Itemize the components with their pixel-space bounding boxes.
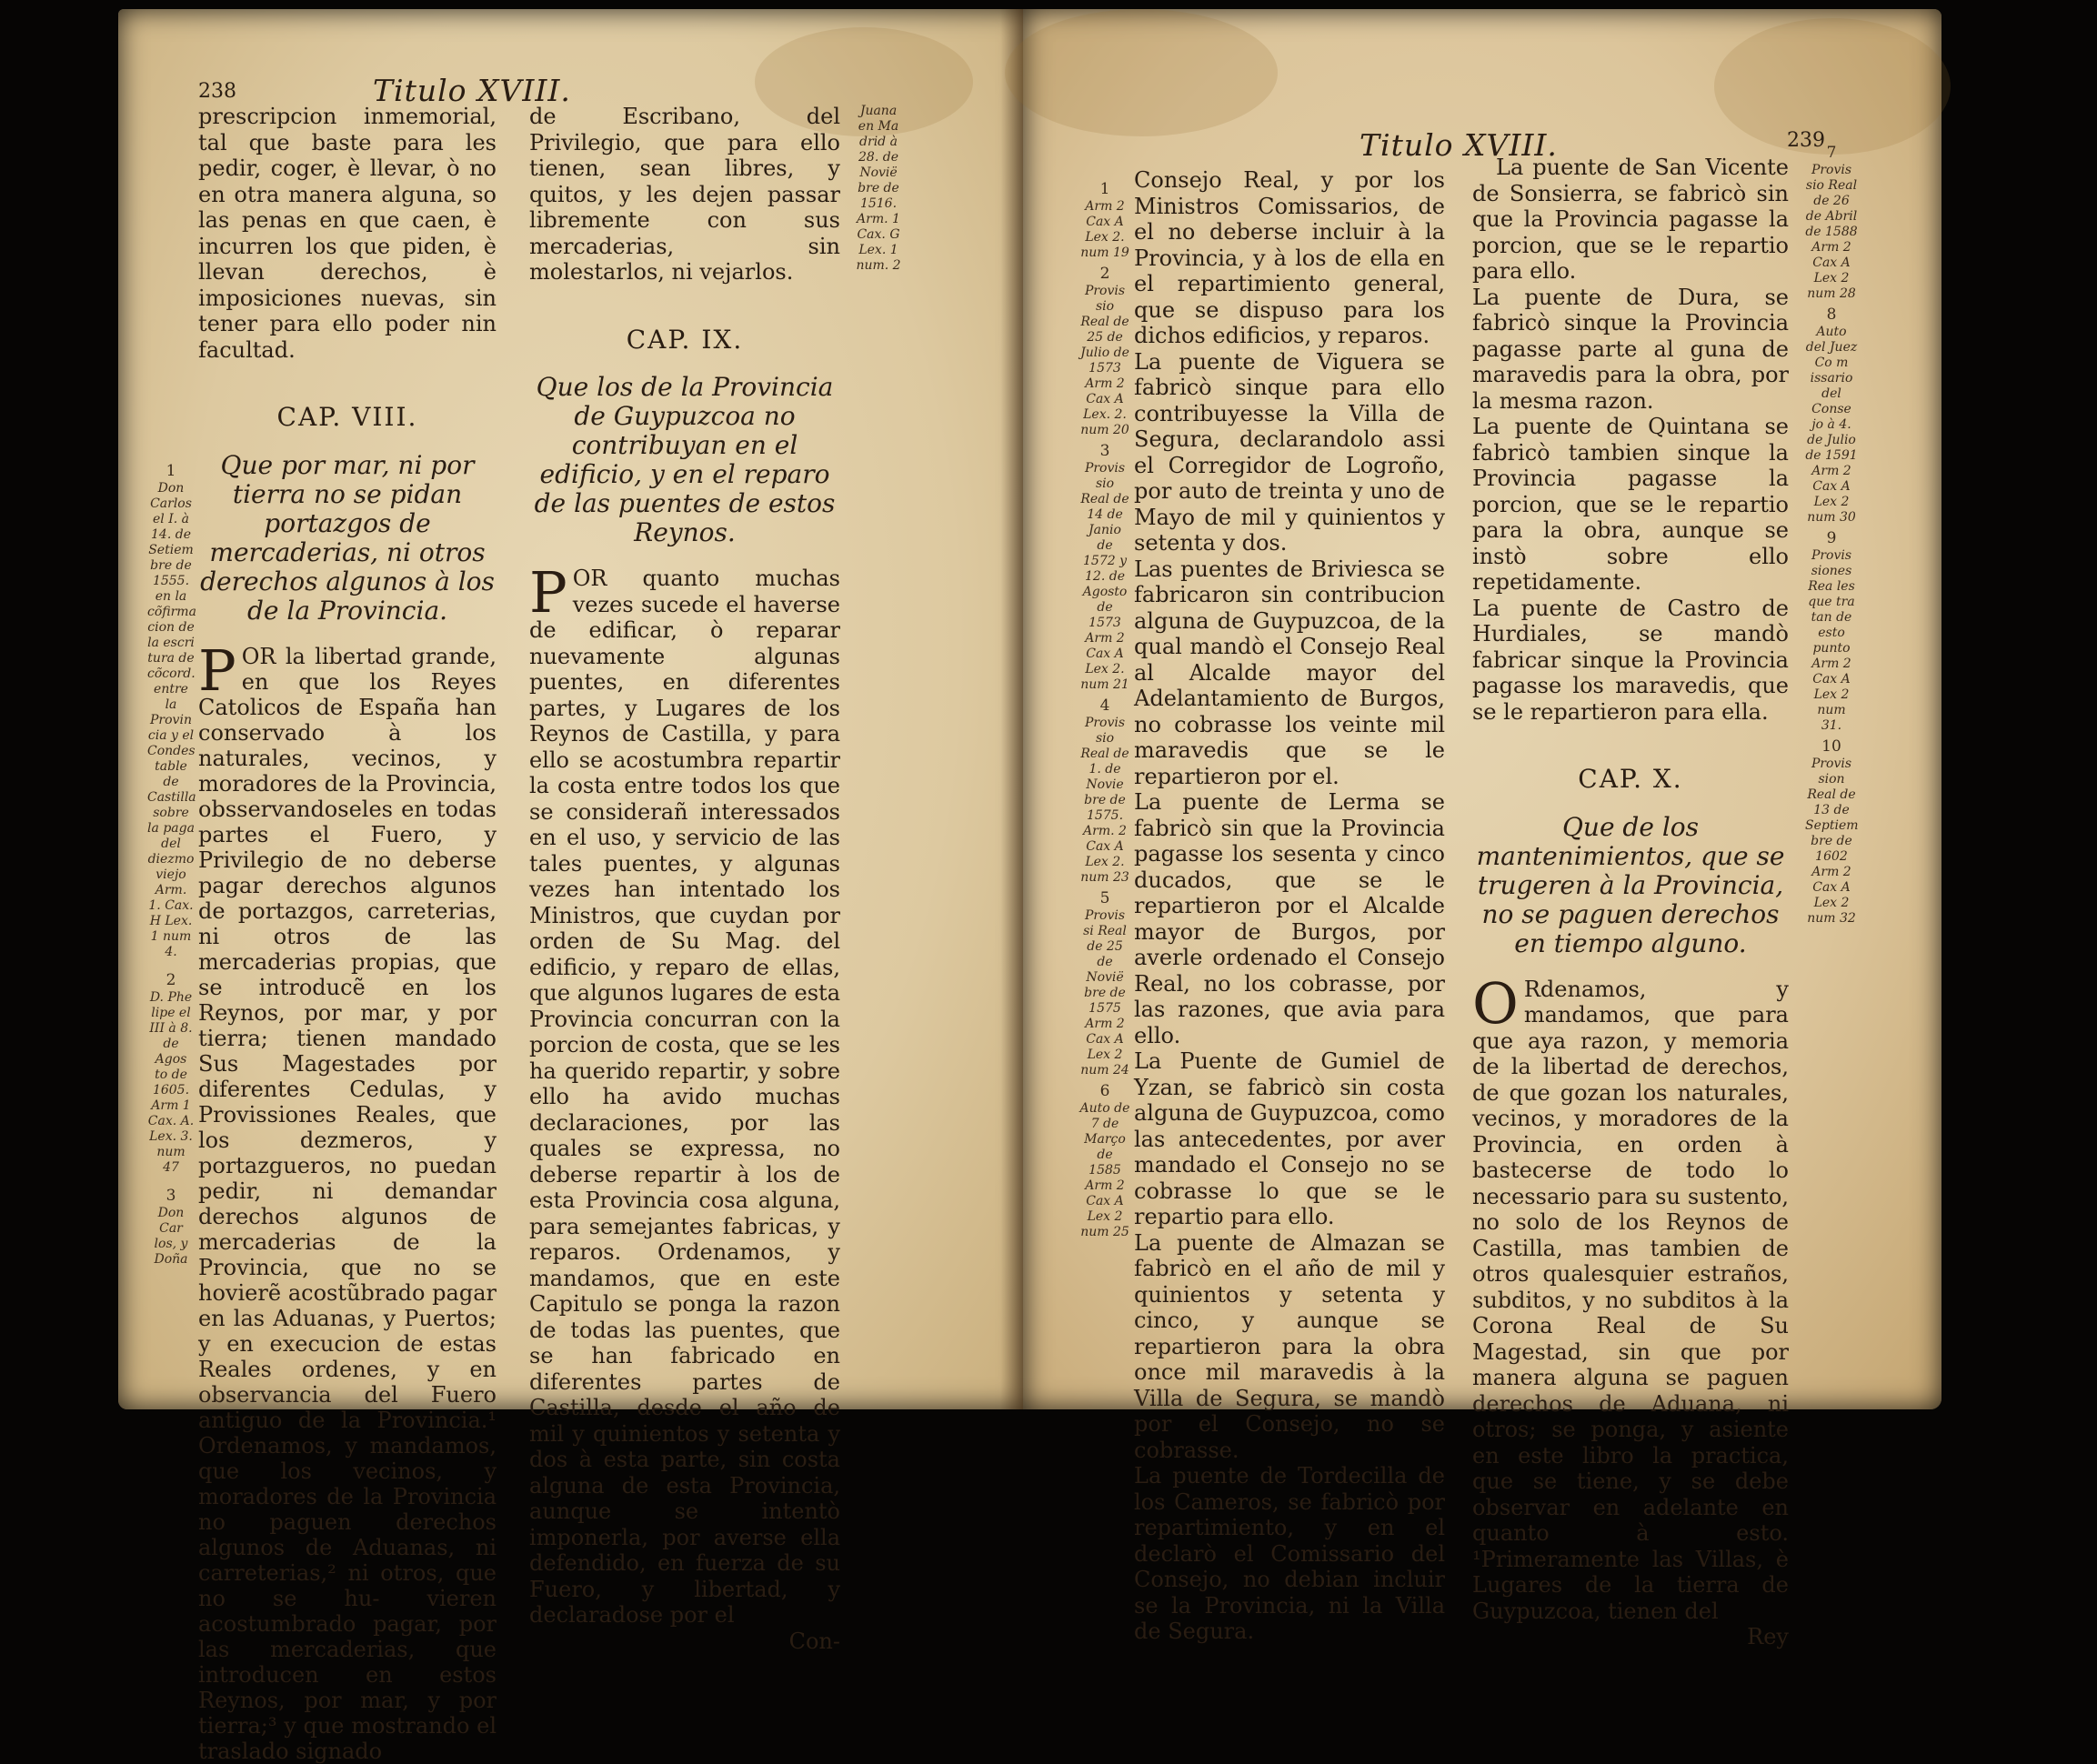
right-column-2 — [1472, 155, 1789, 1650]
paragraph: La puente de Almazan se fabricò en el año de mil y quinientos y setenta y cinco, y aunque se repartieron para la obra once mil maravedis à la Villa de Segura, se mandò por el Consejo, no se cobrasse. — [1134, 1229, 1445, 1463]
right-page — [1023, 9, 1941, 1649]
paragraph: La puente de Lerma se fabricò sin que la Provincia pagasse los sesenta y cinco ducados, que se le repartieron por el Alcalde mayor de Burgos, por averle ordenado el Consejo Real, no los cobrasse, por las razones, que avia para ello. — [1134, 789, 1445, 1048]
chapter-heading: Que de los mantenimientos, que se trugeren à la Provincia, no se paguen derechos en tiempo alguno. — [1476, 811, 1785, 958]
paragraph: La puente de Tordecilla de los Cameros, se fabricò por repartimiento, y en el declarò el Comissario del Consejo, no debian incluir se la Provincia, ni la Villa de Segura. — [1134, 1463, 1445, 1644]
catchword: Con- — [788, 1628, 840, 1654]
catchword: Rey — [1747, 1624, 1789, 1649]
chapter-body: ORdenamos, y mandamos, que para que aya razon, y memoria de la libertad de derechos, de que gozan los naturales, vecinos, y moradores de la Provincia, en orden à bastecerse de todo lo necessario para su sustento, no solo de los Reynos de Castilla, mas tambien de otros qualesquier estraños, subditos, y no subditos à la Corona Real de Su Magestad, sin que por manera alguna se paguen derechos de Aduana, ni otros; se ponga, y asiente en este libro la practica, que se tiene, y se debe observar en adelante en quanto à esto. ¹Primeramente las Villas, è Lugares de la tierra de Guypuzcoa, tienen del — [1472, 969, 1789, 1624]
paragraph: La puente de San Vicente de Sonsierra, se fabricò sin que la Provincia pagasse la porcion, que se le repartio para ello. — [1472, 155, 1789, 284]
right-page-number: 239 — [1787, 129, 1825, 152]
chapter-label: CAP. X. — [1578, 764, 1683, 794]
paragraph-continuation: Consejo Real, y por los Ministros Comissarios, de el no deberse incluir à la Provincia, y à los de ella en el repartimiento general, que se dispuso para los dichos edificios, y reparos. — [1134, 167, 1445, 348]
chapter-heading: Que por mar, ni por tierra no se pidan portazgos de mercaderias, ni otros derechos algunos à los de la Provincia. — [200, 449, 495, 626]
water-stain — [1714, 18, 1951, 155]
chapter-heading: Que los de la Provincia de Guypuzcoa no contribuyan en el edificio, y en el reparo de las puentes de estos Reynos. — [534, 372, 836, 547]
paragraph: Las puentes de Briviesca se fabricaron sin contribucion alguna de Guypuzcoa, de la qual mandò el Consejo Real al Alcalde mayor del Adelantamiento de Burgos, no cobrasse los veinte mil maravedis que se le repartieron por el. — [1134, 556, 1445, 789]
paragraph: La puente de Viguera se fabricò sinque para ello contribuyesse la Villa de Segura, declarandolo assi el Corregidor de Logroño, por auto de treinta y uno de Mayo de mil y quinientos y setenta y dos. — [1134, 348, 1445, 556]
paragraph: La Puente de Gumiel de Yzan, se fabricò sin costa alguna de Guypuzcoa, como las antecedentes, por aver mandado el Consejo no se cobrasse lo que se le repartio para ello. — [1134, 1048, 1445, 1229]
right-page-outer-margin-notes: 7 Provis sio Real de 26 de Abril de 1588 Arm 2 Cax A Lex 2 num 28 8 Auto del Juez Co m issario del Conse jo à 4. de Julio de 1591 Arm 2 Cax A Lex 2 num 30 9 Provis siones Rea les que tra tan de esto punto Arm 2 Cax A Lex 2 num 31. 10 Provis sion Real de 13 de Septiem bre de 1602 Arm 2 Cax A Lex 2 num 32 — [1805, 144, 1859, 926]
right-page-inner-margin-notes: 1 Arm 2 Cax A Lex 2. num 19 2 Provis sio Real de 25 de Julio de 1573 Arm 2 Cax A Lex. 2. num 20 3 Provis sio Real de 14 de Janio de 1572 y 12. de Agosto de 1573 Arm 2 Cax A Lex 2. num 21 4 Provis sio Real de 1. de Novie bre de 1575. Arm. 2 Cax A Lex 2. num 23 5 Provis si Real de 25 de Novië bre de 1575 Arm 2 Cax A Lex 2 num 24 6 Auto de 7 de Março de 1585 Arm 2 Cax A Lex 2 num 25 — [1079, 180, 1130, 1239]
chapter-body: POR quanto muchas vezes sucede el haverse de edificar, ò reparar nuevamente algunas puentes, en diferentes partes, y Lugares de los Reynos de Castilla, y para ello se acostumbra repartir la costa entre todos los que se considerañ interessados en el uso, y servicio de las tales puentes, y algunas vezes han intentado los Ministros, que cuydan por orden de Su Mag. del edificio, y reparo de ellas, que algunos lugares de esta Provincia concurran con la porcion de costa, que se les ha querido repartir, y sobre ello ha avido muchas declaraciones, por las quales se expressa, no deberse repartir à los de esta Provincia cosa alguna, para semejantes fabricas, y reparos. Ordenamos, y mandamos, que en este Capitulo se ponga la razon de todas las puentes, que se han fabricado en diferentes partes de Castilla, desde el año de mil y quinientos y setenta y dos à esta parte, sin costa alguna de esta Provincia, aunque se intentò imponerla, por averse ella defendido, en fuerza de su Fuero, y libertad, y declaradose por el — [529, 559, 840, 1628]
left-page-outer-margin-notes: 1 Don Carlos el I. à 14. de Setiem bre de 1555. en la cõfirma cion de la escri tura de cõcord. entre la Provin cia y el Condes table de Castilla sobre la paga del diezmo viejo Arm. 1. Cax. H Lex. 1 num 4. 2 D. Phe lipe el III à 8. de Agos to de 1605. Arm 1 Cax. A. Lex. 3. num 47 3 Don Car los, y Doña — [147, 462, 196, 1267]
right-column-1 — [1134, 167, 1445, 1645]
left-page — [118, 9, 1028, 1764]
chapter-label: CAP. IX. — [626, 324, 744, 355]
left-page-inner-margin-notes: Juana en Ma drid à 28. de Novië bre de 1516. Arm. 1 Cax. G Lex. 1 num. 2 — [856, 104, 901, 273]
paragraph: La puente de Dura, se fabricò sinque la Provincia pagasse parte al guna de maravedis para la obra, por la mesma razon. — [1472, 284, 1789, 414]
paragraph-continuation: prescripcion inmemorial, tal que baste para les pedir, coger, è llevar, ò no en otra manera alguna, so las penas en que caen, è incurren los que piden, è llevan derechos, è imposiciones nuevas, sin tener para ello poder nin facultad. — [198, 104, 497, 363]
left-column-1 — [198, 104, 497, 1764]
paragraph: La puente de Quintana se fabricò tambien sinque la Provincia pagasse la porcion, que se le repartio para la obra, aunque se instò sobre ello repetidamente. — [1472, 414, 1789, 595]
left-running-title: Titulo XVIII. — [373, 73, 571, 108]
chapter-body: POR la libertad grande, en que los Reyes Catolicos de España han conservado à los naturales, vecinos, y moradores de la Provincia, obsservandoseles en todas partes el Fuero, y Privilegio de no deberse pagar derechos algunos de portazgos, carreterias, ni otros de las mercaderias propias, que se introducẽ en los Reynos, por mar, y por tierra; tienen mandado Sus Magestades por diferentes Cedulas, y Provissiones Reales, que los dezmeros, y portazgueros, no puedan pedir, ni demandar derechos algunos de mercaderias de la Provincia, que no se hovierẽ acostũbrado pagar en las Aduanas, y Puertos; y en execucion de estas Reales ordenes, y en observancia del Fuero antiguo de la Provincia.¹ Ordenamos, y mandamos, que los vecinos, y moradores de la Provincia no paguen derechos algunos de Aduanas, ni carreterias,² ni otros, que no se hu- vieren acostumbrado pagar, por las mercaderias, que introducen en estos Reynos, por mar, y por tierra;³ y que mostrando el traslado signado — [198, 636, 497, 1764]
left-page-number: 238 — [198, 80, 236, 103]
left-column-2 — [529, 104, 840, 1654]
right-running-title: Titulo XVIII. — [1360, 127, 1558, 163]
chapter-label: CAP. VIII. — [276, 402, 418, 432]
water-stain — [1005, 9, 1278, 136]
paragraph: La puente de Castro de Hurdiales, se mandò fabricar sinque la Provincia pagasse los maravedis, que se le repartieron para ella. — [1472, 595, 1789, 725]
paragraph-continuation: de Escribano, del Privilegio, que para ello tienen, sean libres, y quitos, y les dejen passar libremente con sus mercaderias, sin molestarlos, ni vejarlos. — [529, 104, 840, 285]
